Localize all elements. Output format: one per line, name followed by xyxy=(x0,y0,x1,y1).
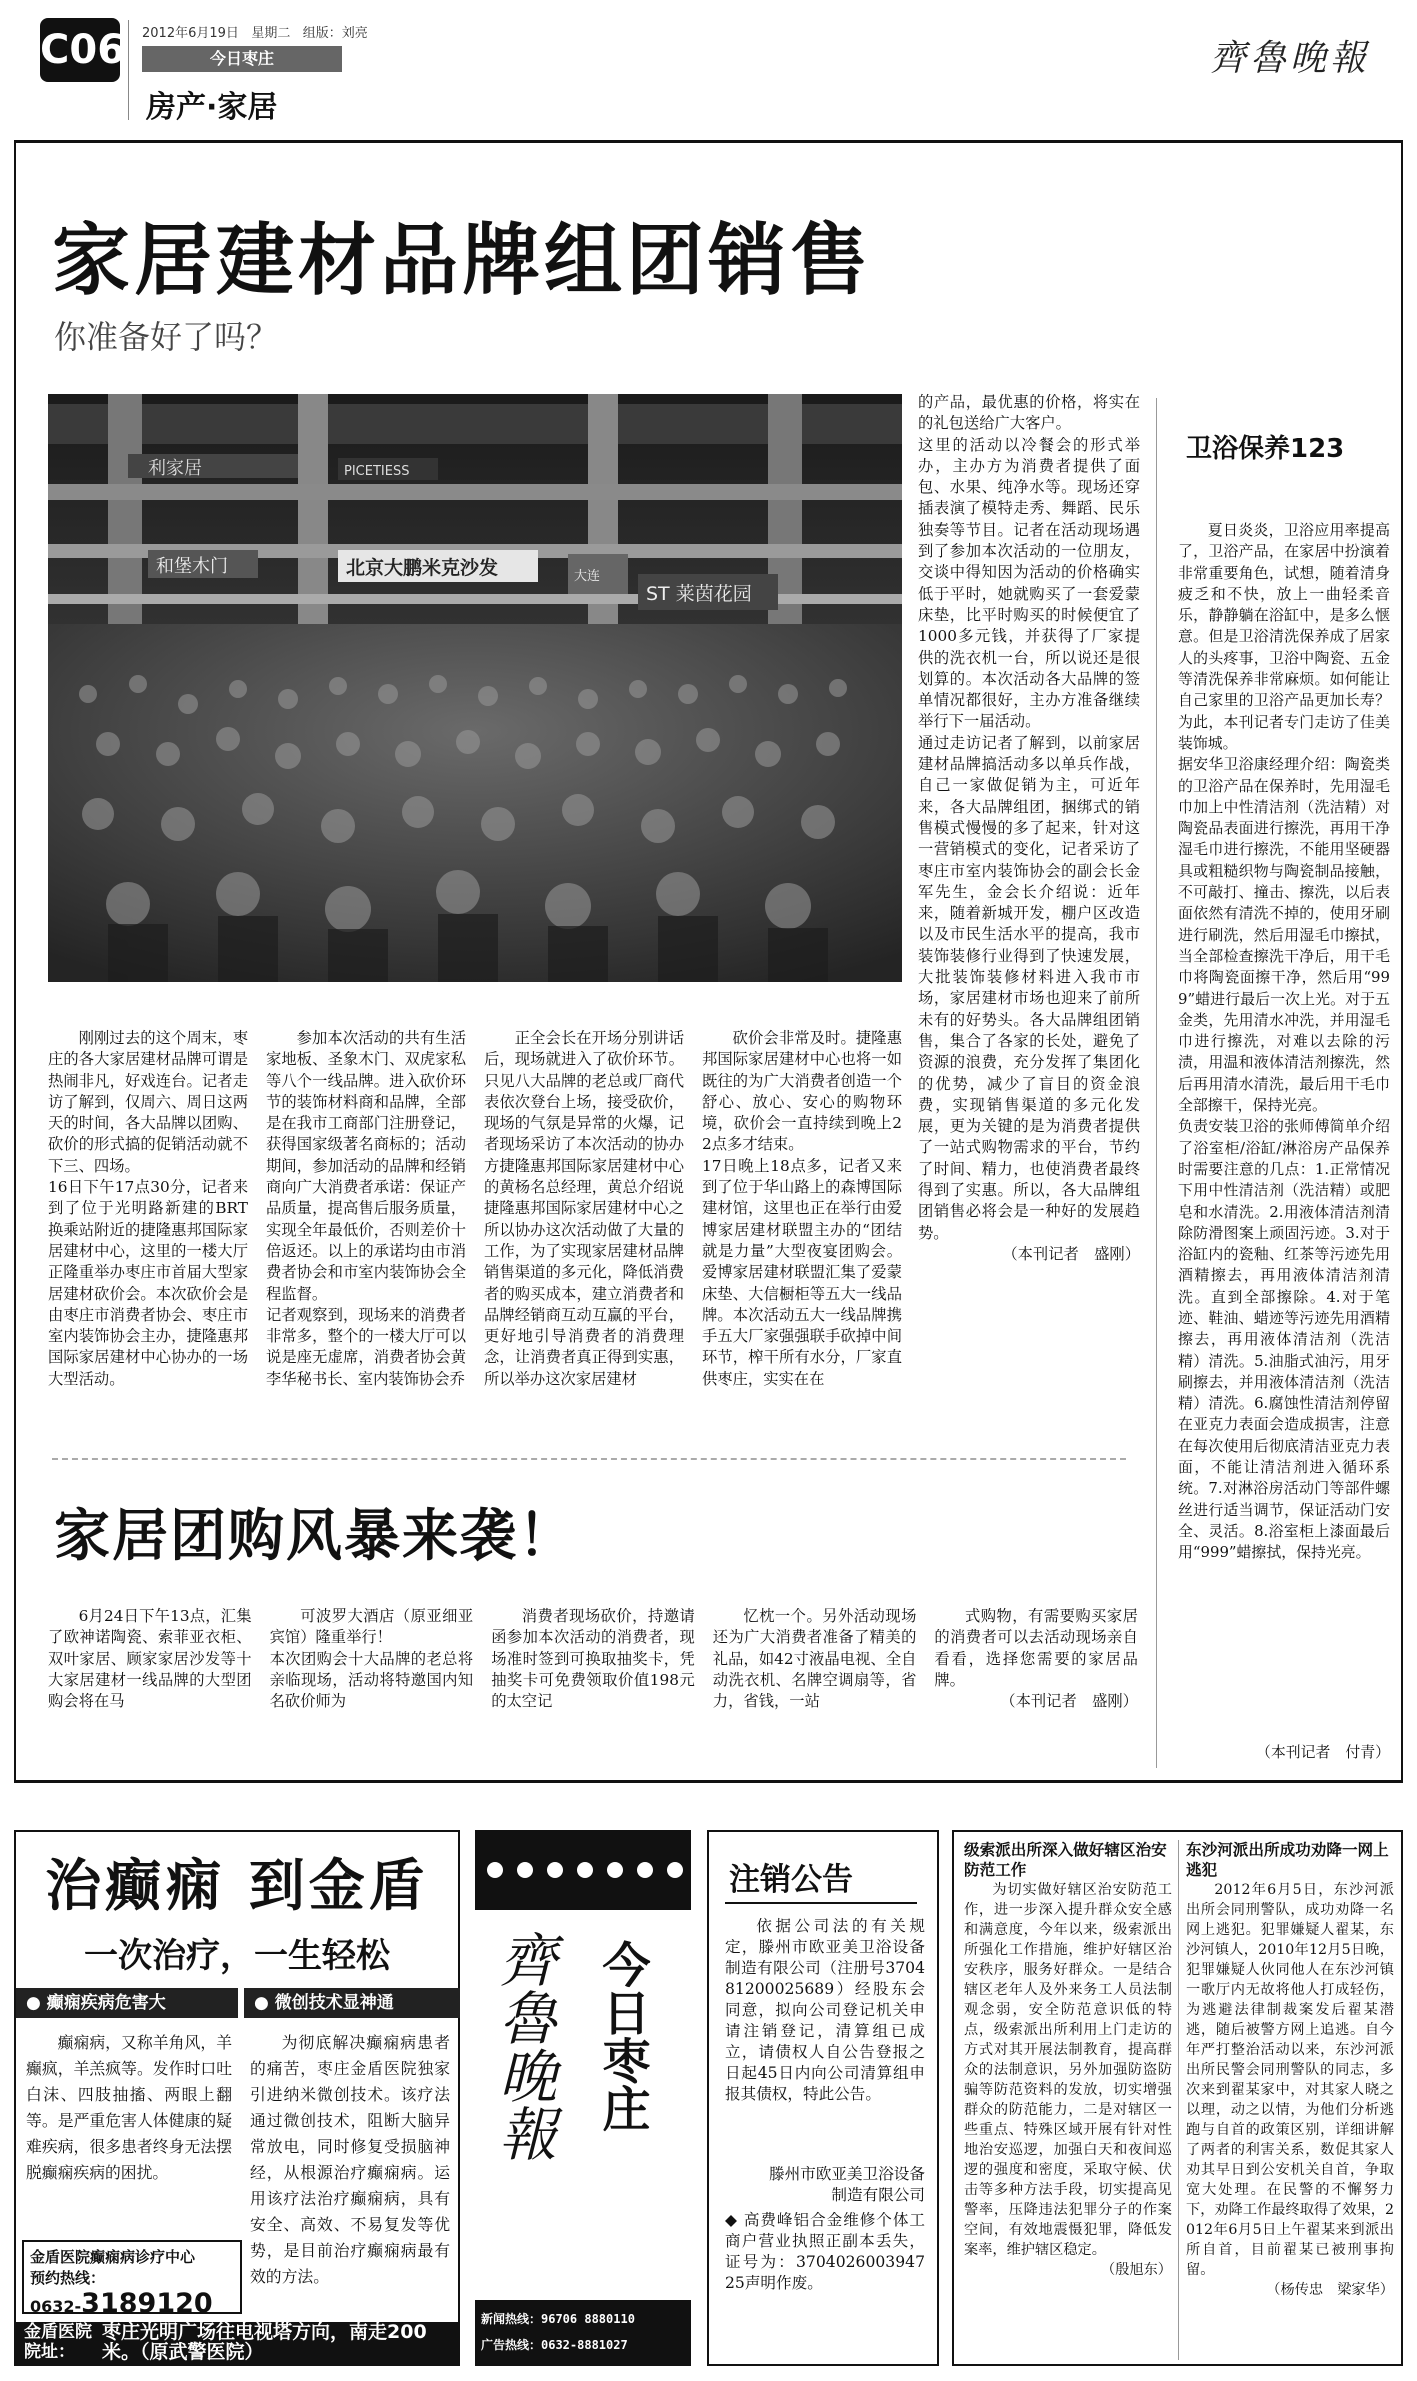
notice-company: 滕州市欧亚美卫浴设备制造有限公司 xyxy=(769,2165,925,2204)
notice-loss: ◆ 高费峰铝合金维修个体工商户营业执照正副本丢失，证号为：370402600394725声明作废。 xyxy=(725,2211,925,2292)
main-col-2: 参加本次活动的共有生活家地板、圣象木门、双虎家私等八个一线品牌。进入砍价环节的装饰材料商和品牌，全部是在我市工商部门注册登记，获得国家级著名商标的；活动期间，参加活动的品牌和经销商向广大消费者承诺：保证产品质量，提高售后服务质量，实现全年最低价，否则差价十倍返还。以上的承诺均由市消费者协会和市室内装饰协会全程监督。 记者观察到，现场来的消费者非常多，整个的一楼大厅可以说是座无虚席，消费者协会黄李华秘书长、室内装饰协会乔 xyxy=(266,1029,466,1388)
headline: 家居建材品牌组团销售 xyxy=(52,216,873,306)
ad-epilepsy[interactable] xyxy=(14,1830,460,2366)
ad-epilepsy-area-code: 0632- xyxy=(30,2297,82,2316)
ad-police-news xyxy=(952,1830,1403,2366)
section-divider xyxy=(52,1458,1126,1460)
byline-1: （本刊记者 盛刚） xyxy=(1002,1244,1140,1263)
ad-epilepsy-address-bar xyxy=(16,2322,458,2364)
second-col-3: 消费者现场砍价，持邀请函参加本次活动的消费者，现场准时签到可换取抽奖卡，凭抽奖卡可免费领取价值198元的太空记 xyxy=(491,1607,695,1711)
event-photo xyxy=(48,394,902,982)
second-article-columns xyxy=(48,1606,1138,1712)
ad-epilepsy-address-label: 院址： xyxy=(24,2342,75,2362)
ad-epilepsy-tag1-text: 癫痫疾病危害大 xyxy=(46,1993,166,2013)
ad-epilepsy-phone[interactable]: 3189120 xyxy=(81,2288,213,2319)
police-author-2: （杨传忠 梁家华） xyxy=(1266,2282,1394,2298)
subhead: 你准备好了吗？ xyxy=(54,318,279,356)
section-bar: 今日枣庄 xyxy=(142,46,342,72)
second-byline: （本刊记者 盛刚） xyxy=(1000,1692,1138,1711)
ad-epilepsy-slogan: 一次治疗，一生轻松 xyxy=(84,1936,390,1976)
date: 2012年6月19日 xyxy=(142,26,239,41)
sign-1: 利家居 xyxy=(148,458,202,479)
ad-epilepsy-tag2 xyxy=(244,1988,460,2018)
ad-qilu xyxy=(475,1830,691,2366)
bullet-icon: ● xyxy=(254,1993,275,2013)
crowd-photo-illustration xyxy=(48,394,902,982)
sign-2: PICETIESS xyxy=(344,464,410,479)
sign-3: 北京大鹏米克沙发 xyxy=(346,557,499,579)
second-col-2: 可波罗大酒店（原亚细亚宾馆）隆重举行！ 本次团购会十大品牌的老总将亲临现场，活动将特邀国内知名砍价师为 xyxy=(269,1607,474,1711)
notice-body: 依据公司法的有关规定，滕州市欧亚美卫浴设备制造有限公司（注册号370481200025689）经股东会同意，拟向公司登记机关申请注销登记，清算组已成立，请债权人自公告登报之日起45日内向公司清算组申报其债权，特此公告。 xyxy=(725,1917,925,2103)
second-col-4: 忆枕一个。另外活动现场还为广大消费者准备了精美的礼品，如42寸液晶电视、全自动洗衣机、名牌空调扇等，省力，省钱，一站 xyxy=(712,1607,917,1711)
police-divider xyxy=(1178,1840,1179,2360)
second-col-1: 6月24日下午13点，汇集了欧神诺陶瓷、索菲亚衣柜、双叶家居、顾家家居沙发等十大家居建材一线品牌的大型团购会将在马 xyxy=(48,1607,252,1711)
masthead-logo: 齊魯晚報 xyxy=(1210,38,1371,79)
ad-epilepsy-tag1 xyxy=(16,1988,238,2018)
ad-epilepsy-body2: 为彻底解决癫痫病患者的痛苦，枣庄金盾医院独家引进纳米微创技术。该疗法通过微创技术，阻断大脑异常放电，同时修复受损脑神经，从根源治疗癫痫病。运用该疗法治疗癫痫病，具有安全、高效、不易复发等优势，是目前治疗癫痫病最有效的方法。 xyxy=(250,2033,450,2286)
sign-5: ST 莱茵花园 xyxy=(646,583,752,605)
sidebar-divider xyxy=(1156,398,1157,1768)
ad-epilepsy-title: 治癫痫 到金盾 xyxy=(45,1854,429,1919)
header-divider xyxy=(128,20,129,120)
police-article-1 xyxy=(964,1840,1172,2280)
ad-epilepsy-hotline-box xyxy=(22,2240,242,2319)
police-title-2: 东沙河派出所成功劝降一网上逃犯 xyxy=(1186,1841,1389,1879)
police-article-2 xyxy=(1186,1840,1394,2300)
ad-notice xyxy=(707,1830,939,2366)
main-col-3: 正全会长在开场分别讲话后，现场就进入了砍价环节。只见八大品牌的老总或厂商代表依次登台上场，接受砍价，现场的气氛是异常的火爆，记者现场采访了本次活动的协办方捷隆惠邦国际家居建材中心的黄杨名总经理，黄总介绍说捷隆惠邦国际家居建材中心之所以协办这次活动做了大量的工作，为了实现家居建材品牌销售渠道的多元化，降低消费者的购买成本，建立消费者和品牌经销商互动互赢的平台，更好地引导消费者的消费理念，让消费者真正得到实惠，所以举办这次家居建材 xyxy=(484,1029,684,1388)
ad-epilepsy-clinic: 金盾医院癫痫病诊疗中心 xyxy=(30,2248,196,2266)
main-col-4: 砍价会非常及时。捷隆惠邦国际家居建材中心也将一如既往的为广大消费者创造一个舒心、放心、安心的购物环境，砍价会一直持续到晚上22点多才结束。 17日晚上18点多，记者又来到了位于华山路上的森博国际建材馆，这里也正在举行由爱博家居建材联盟主办的“团结就是力量”大型夜宴团购会。爱博家居建材联盟汇集了爱蒙床垫、大信橱柜等五大一线品牌。本次活动五大一线品牌携手五大厂家强强联手砍掉中间环节，榨干所有水分，厂家直供枣庄，实实在在 xyxy=(702,1029,902,1388)
ad-epilepsy-body1: 癫痫病，又称羊角风，羊癫疯，羊羔疯等。发作时口吐白沫、四肢抽搐、两眼上翻等。是严重危害人体健康的疑难疾病，很多患者终身无法摆脱癫痫疾病的困扰。 xyxy=(26,2033,232,2182)
ad-epilepsy-hospital: 金盾医院 xyxy=(24,2322,92,2342)
notice-title: 注销公告 xyxy=(729,1862,853,1898)
police-body-1: 为切实做好辖区治安防范工作，进一步深入提升群众安全感和满意度，今年以来，级索派出所强化工作措施，维护好辖区治安秩序，服务好群众。一是结合辖区老年人及外来务工人员法制观念弱，安全防范意识低的特点，级索派出所利用上门走访的方式对其开展法制教育，提高群众的法制意识，另外加强防盗防骗等防范资料的发放，切实增强群众的防范能力，二是对辖区一些重点、特殊区域开展有针对性地治安巡逻，加强白天和夜间巡逻的强度和密度，采取守候、伏击等多种方法手段，切实提高见警率，压降违法犯罪分子的作案空间，有效地震慑犯罪，降低发案率，维护辖区稳定。 xyxy=(964,1882,1172,2258)
second-col-5-text: 式购物，有需要购买家居的消费者可以去活动现场亲自看看，选择您需要的家居品牌。 xyxy=(934,1607,1138,1689)
police-title-1: 级索派出所深入做好辖区治安防范工作 xyxy=(964,1841,1167,1879)
qilu-edition: 今日枣庄 xyxy=(594,1940,650,2132)
qilu-logo: 齊魯晚報 xyxy=(489,1930,557,2162)
main-col-1: 刚刚过去的这个周末，枣庄的各大家居建材品牌可谓是热闹非凡，好戏连台。记者走访了解到，仅周六、周日这两天的时间，各大品牌以团购、砍价的形式搞的促销活动就不下三、四场。 16日下午17点30分，记者来到了位于光明路新建的BRT换乘站附近的捷隆惠邦国际家居建材中心，这里的一楼大厅正隆重举办枣庄市首届大型家居建材砍价会。本次砍价会是由枣庄市消费者协会、枣庄市室内装饰协会主办，捷隆惠邦国际家居建材中心协办的一场大型活动。 xyxy=(48,1029,248,1388)
main-article-columns xyxy=(48,1028,902,1390)
sign-6: 大连 xyxy=(574,569,601,584)
main-col-right-text: 的产品，最优惠的价格，将实在的礼包送给广大客户。 这里的活动以冷餐会的形式举办，主办方为消费者提供了面包、水果、纯净水等。现场还穿插表演了模特走秀、舞蹈、民乐独奏等节目。记者在活动现场遇到了参加本次活动的一位朋友，交谈中得知因为活动的价格确实低于平时，她就购买了一套爱蒙床垫，比平时购买的时候便宜了1000多元钱，并获得了厂家提供的洗衣机一台，所以说还是很划算的。本次活动各大品牌的签单情况都很好，主办方准备继续举行下一届活动。 通过走访记者了解到，以前家居建材品牌搞活动多以单兵作战，自己一家做促销为主，可近年来，各大品牌组团，捆绑式的销售模式慢慢的多了起来，针对这一营销模式的变化，记者采访了枣庄市室内装饰协会的副会长金军先生，金会长介绍说：近年来，随着新城开发，棚户区改造以及市民生活水平的提高，我市装饰装修行业得到了快速发展，大批装饰装修材料进入我市市场，家居建材市场也迎来了前所未有的好势头。各大品牌组团销售，集合了各家的长处，避免了资源的浪费，充分发挥了集团化的优势，减少了盲目的资金浪费，实现销售渠道的多元化发展，更为关键的是为消费者提供了一站式购物需求的平台，节约了时间、精力，也使消费者最终得到了实惠。所以，各大品牌组团销售必将会是一种好的发展趋势。 xyxy=(918,393,1140,1242)
qilu-hotlines xyxy=(475,2300,691,2366)
ad-epilepsy-hospital-block xyxy=(24,2322,100,2362)
sidebar-byline: （本刊记者 付青） xyxy=(1255,1743,1390,1761)
police-body-2: 2012年6月5日，东沙河派出所会同刑警队，成功劝降一名网上逃犯。犯罪嫌疑人翟某，东沙河镇人，2010年12月5日晚，犯罪嫌疑人伙同他人在东沙河镇一歌厅内无故将他人打成轻伤，为逃避法律制裁案发后翟某潜逃，随后被警方网上追逃。自今年严打整治活动以来，东沙河派出所民警会同刑警队的同志，多次来到翟某家中，对其家人晓之以理，动之以情，为他们分析逃跑与自首的政策区别，详细讲解了两者的利害关系，数促其家人劝其早日到公安机关自首，争取宽大处理。在民警的不懈努力下，劝降工作最终取得了效果，2012年6月5日上午翟某来到派出所自首，目前翟某已被刑事拘留。 xyxy=(1186,1882,1394,2278)
police-author-1: （殷旭东） xyxy=(1101,2262,1172,2278)
main-col-right-top xyxy=(918,392,1140,1265)
ornament-border xyxy=(475,1830,691,1910)
page-number: C06 xyxy=(40,18,120,82)
qilu-news-hotline: 新闻热线：96706 8880110 xyxy=(481,2312,635,2326)
sidebar-title: 卫浴保养123 xyxy=(1186,434,1345,464)
ad-epilepsy-hotline-label: 预约热线： xyxy=(30,2269,106,2287)
ad-epilepsy-tag2-text: 微创技术显神通 xyxy=(274,1993,394,2013)
section-title: 房产·家居 xyxy=(146,90,278,125)
qilu-ad-hotline: 广告热线：0632-8881027 xyxy=(481,2338,628,2352)
editor: 组版：刘亮 xyxy=(302,26,368,41)
notice-rule xyxy=(725,1902,917,1904)
header-meta xyxy=(142,22,368,41)
bullet-icon: ● xyxy=(26,1993,47,2013)
second-col-5 xyxy=(934,1606,1138,1712)
second-headline: 家居团购风暴来袭！ xyxy=(54,1504,576,1569)
sign-4: 和堡木门 xyxy=(156,556,228,577)
sidebar-body: 夏日炎炎，卫浴应用率提高了，卫浴产品，在家居中扮演着非常重要角色，试想，随着清身疲乏和不快，放上一曲轻柔音乐，静静躺在浴缸中，是多么惬意。但是卫浴清洗保养成了居家人的头疼事，卫浴中陶瓷、五金等清洗保养非常麻烦。如何能让自己家里的卫浴产品更加长寿？为此，本刊记者专门走访了佳美装饰城。 据安华卫浴康经理介绍：陶瓷类的卫浴产品在保养时，先用湿毛巾加上中性清洁剂（洗洁精）对陶瓷品表面进行擦洗，再用干净湿毛巾进行擦洗，不能用坚硬器具或粗糙织物与陶瓷制品接触，不可敲打、撞击、擦洗，以后表面依然有清洗不掉的，使用牙刷进行刷洗，然后用湿毛巾擦拭，当全部检查擦洗干净后，用干毛巾将陶瓷面擦干净，然后用“999”蜡进行最后一次上光。对于五金类，先用清水冲洗，并用湿毛巾进行擦洗，对难以去除的污渍，用温和液体清洁剂擦洗，然后再用清水清洗，最后用干毛巾全部擦干，保持光亮。 负责安装卫浴的张师傅简单介绍了浴室柜/浴缸/淋浴房产品保养时需要注意的几点：1.正常情况下用中性清洁剂（洗洁精）或肥皂和水清洗。2.用液体清洁剂清除防滑图案上顽固污迹。3.对于浴缸内的瓷釉、红茶等污迹先用酒精擦去，再用液体清洁剂清洗。直到全部擦除。4.对于笔迹、鞋油、蜡迹等污迹先用酒精擦去，再用液体清洁剂（洗洁精）清洗。5.油脂式油污，用牙刷擦去，并用液体清洁剂（洗洁精）清洗。6.腐蚀性清洁剂停留在亚克力表面会造成损害，注意在每次使用后彻底清洁亚克力表面，不能让清洁剂进入循环系统。7.对淋浴房活动门等部件螺丝进行适当调节，保证活动门安全、灵活。8.浴室柜上漆面最后用“999”蜡擦拭，保持光亮。 xyxy=(1178,521,1390,1562)
weekday: 星期二 xyxy=(251,26,291,41)
ad-epilepsy-address: 枣庄光明广场往电视塔方向，南走200米。（原武警医院） xyxy=(102,2321,427,2363)
